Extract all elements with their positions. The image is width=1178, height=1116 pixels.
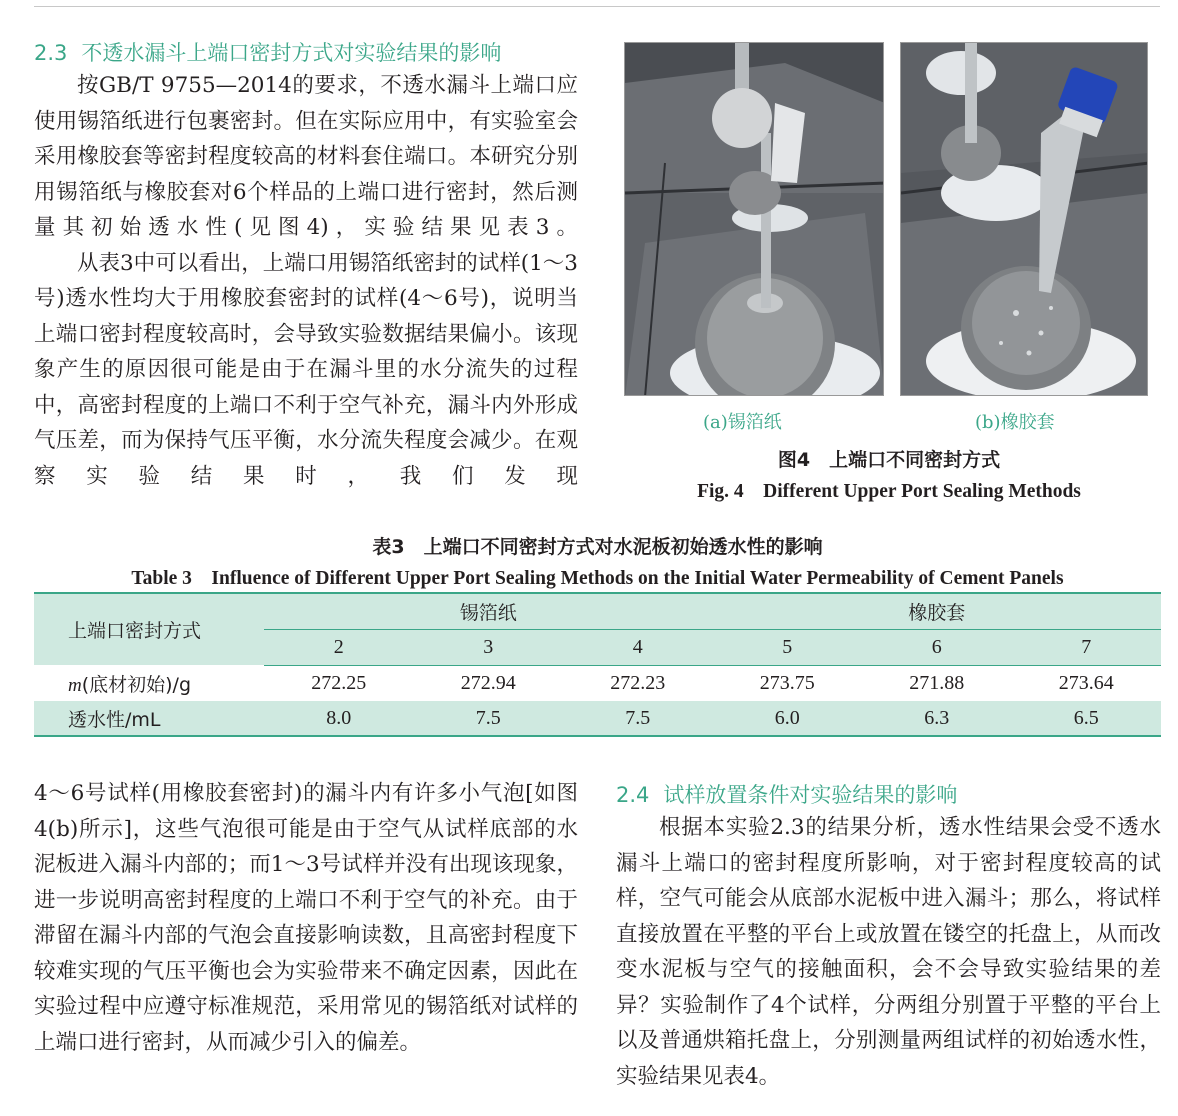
figure4a-subcaption: (a)锡箔纸	[703, 412, 782, 433]
table3	[34, 592, 1161, 737]
section-number: 2.4	[616, 783, 650, 807]
table3-caption-en: Table 3 Influence of Different Upper Port Sealing Methods on the Initial Water Permeability of Cement Panels	[131, 568, 1064, 589]
figure4-caption-en: Fig. 4 Different Upper Port Sealing Methods	[697, 481, 1081, 502]
right-column-bottom	[616, 780, 1161, 1094]
table3-sample-number: 6	[862, 629, 1012, 665]
section-title: 不透水漏斗上端口密封方式对实验结果的影响	[81, 41, 502, 65]
paragraph-placement-conditions: 根据本实验2.3的结果分析，透水性结果会受不透水漏斗上端口的密封程度所影响，对于密封程度较高的试样，空气可能会从底部水泥板中进入漏斗；那么，将试样直接放置在平整的平台上或放置在镂空的托盘上，从而改变水泥板与空气的接触面积，会不会导致实验结果的差异？实验制作了4个试样，分两组分别置于平整的平台上以及普通烘箱托盘上，分别测量两组试样的初始透水性，实验结果见表4。	[616, 815, 1161, 1089]
left-column-top	[34, 38, 578, 494]
paragraph-table3-analysis: 从表3中可以看出，上端口用锡箔纸密封的试样(1～3号)透水性均大于用橡胶套密封的试样(4～6号)，说明当上端口密封程度较高时，会导致实验数据结果偏小。该现象产生的原因很可能是由于在漏斗里的水分流失的过程中，高密封程度的上端口不利于空气补充，漏斗内外形成气压差，而为保持气压平衡，水分流失程度会减少。在观察实验结果时，我们发现	[34, 250, 578, 489]
section-number: 2.3	[34, 41, 68, 65]
figure4b-subcaption: (b)橡胶套	[975, 412, 1055, 433]
mass-label-text: (底材初始)/g	[81, 673, 192, 696]
table3-header-group-row	[34, 593, 1161, 629]
table3-group-foil: 锡箔纸	[264, 593, 713, 629]
mass-symbol: m	[68, 674, 82, 696]
section-title: 试样放置条件对实验结果的影响	[663, 783, 958, 807]
table3-cell: 7.5	[414, 701, 564, 736]
table3-row-mass	[34, 665, 1161, 701]
paragraph-sealing-intro: 按GB/T 9755—2014的要求，不透水漏斗上端口应使用锡箔纸进行包裹密封。但在实际应用中，有实验室会采用橡胶套等密封程度较高的材料套住端口。本研究分别用锡箔纸与橡胶套对6个样品的上端口进行密封，然后测量其初始透水性(见图4)，实验结果见表3。	[34, 73, 578, 240]
table3-cell: 272.23	[563, 665, 713, 701]
table3-sample-number: 7	[1012, 629, 1162, 665]
table3-group-rubber: 橡胶套	[713, 593, 1162, 629]
table3-row-permeability-label: 透水性/mL	[34, 701, 264, 736]
table3-corner-label: 上端口密封方式	[34, 593, 264, 665]
left-column-bottom	[34, 776, 578, 1060]
table3-row-mass-label	[34, 665, 264, 701]
table3-cell: 6.0	[713, 701, 863, 736]
table3-sample-number: 2	[264, 629, 414, 665]
paragraph-bubbles-observation: 4～6号试样(用橡胶套密封)的漏斗内有许多小气泡[如图4(b)所示]，这些气泡很可能是由于空气从试样底部的水泥板进入漏斗内部的；而1～3号试样并没有出现该现象，进一步说明高密封程度的上端口不利于空气的补充。由于滞留在漏斗内部的气泡会直接影响读数，且高密封程度下较难实现的气压平衡也会为实验带来不确定因素，因此在实验过程中应遵守标准规范，采用常见的锡箔纸对试样的上端口进行密封，从而减少引入的偏差。	[34, 781, 578, 1055]
table3-sample-number: 3	[414, 629, 564, 665]
table3-cell: 273.64	[1012, 665, 1162, 701]
section-2-4-heading	[616, 780, 1161, 810]
table3-cell: 6.3	[862, 701, 1012, 736]
table3-cell: 272.25	[264, 665, 414, 701]
table3-cell: 8.0	[264, 701, 414, 736]
table3-cell: 7.5	[563, 701, 713, 736]
figure4a-photo	[624, 42, 884, 396]
table3-row-permeability	[34, 701, 1161, 736]
table3-sample-number: 5	[713, 629, 863, 665]
section-2-3-heading	[34, 38, 578, 68]
table3-sample-number: 4	[563, 629, 713, 665]
figure4-caption-cn: 图4 上端口不同密封方式	[777, 449, 1001, 471]
table3-cell: 6.5	[1012, 701, 1162, 736]
page-top-rule	[34, 6, 1160, 7]
table3-caption-cn: 表3 上端口不同密封方式对水泥板初始透水性的影响	[372, 536, 823, 558]
table3-cell: 272.94	[414, 665, 564, 701]
table3-cell: 273.75	[713, 665, 863, 701]
table3-cell: 271.88	[862, 665, 1012, 701]
figure4b-photo	[900, 42, 1148, 396]
